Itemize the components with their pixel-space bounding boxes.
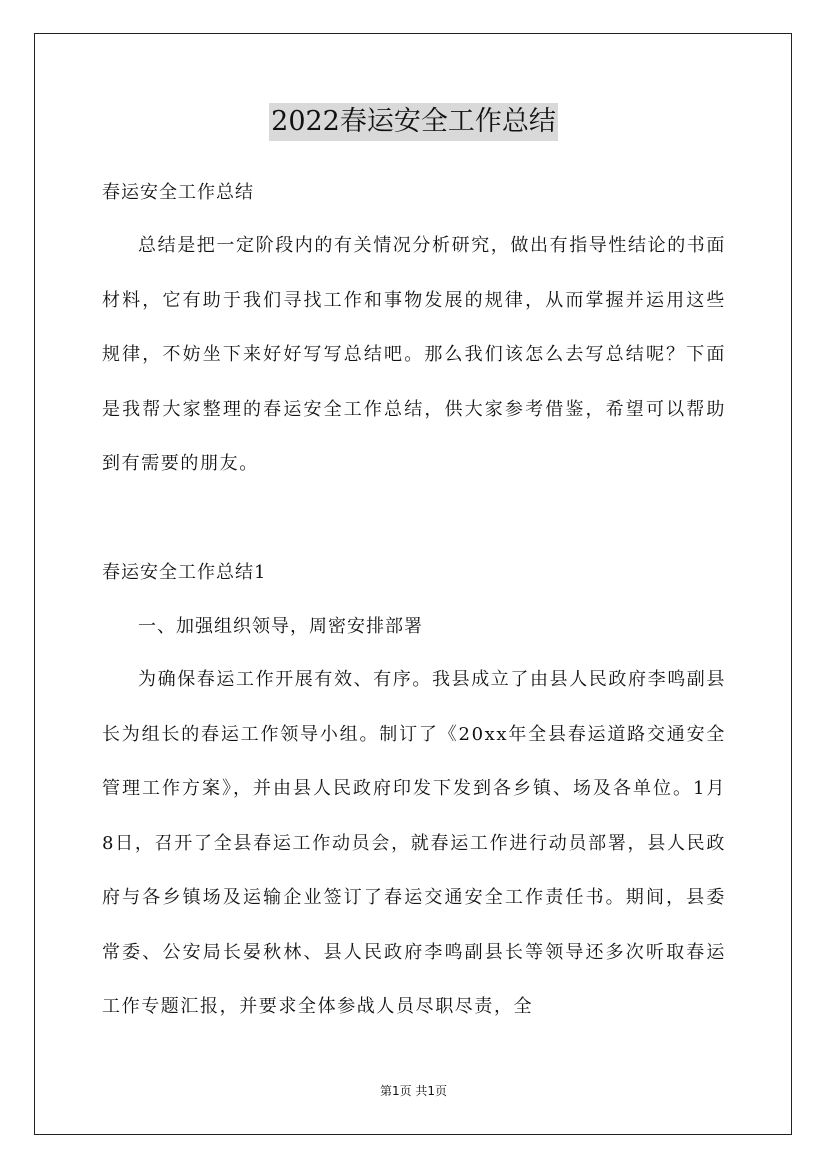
document-subtitle: 春运安全工作总结 (102, 182, 254, 203)
title-container (0, 103, 827, 141)
body-paragraph: 为确保春运工作开展有效、有序。我县成立了由县人民政府李鸣副县长为组长的春运工作领导小组。制订了《20xx年全县春运道路交通安全管理工作方案》，并由县人民政府印发下发到各乡镇、场及各单位。1月8日，召开了全县春运工作动员会，就春运工作进行动员部署，县人民政府与各乡镇场及运输企业签订了春运交通安全工作责任书。期间，县委常委、公安局长晏秋林、县人民政府李鸣副县长等领导还多次听取春运工作专题汇报，并要求全体参战人员尽职尽责，全 (102, 669, 726, 1017)
intro-paragraph: 总结是把一定阶段内的有关情况分析研究，做出有指导性结论的书面材料，它有助于我们寻找工作和事物发展的规律，从而掌握并运用这些规律，不妨坐下来好好写写总结吧。那么我们该怎么去写总结呢？下面是我帮大家整理的春运安全工作总结，供大家参考借鉴，希望可以帮助到有需要的朋友。 (102, 235, 726, 474)
document-title: 2022春运安全工作总结 (269, 103, 558, 141)
page-footer: 第1页 共1页 (379, 1084, 448, 1098)
sub-heading: 一、加强组织领导，周密安排部署 (138, 616, 423, 637)
section-title: 春运安全工作总结1 (102, 562, 267, 583)
